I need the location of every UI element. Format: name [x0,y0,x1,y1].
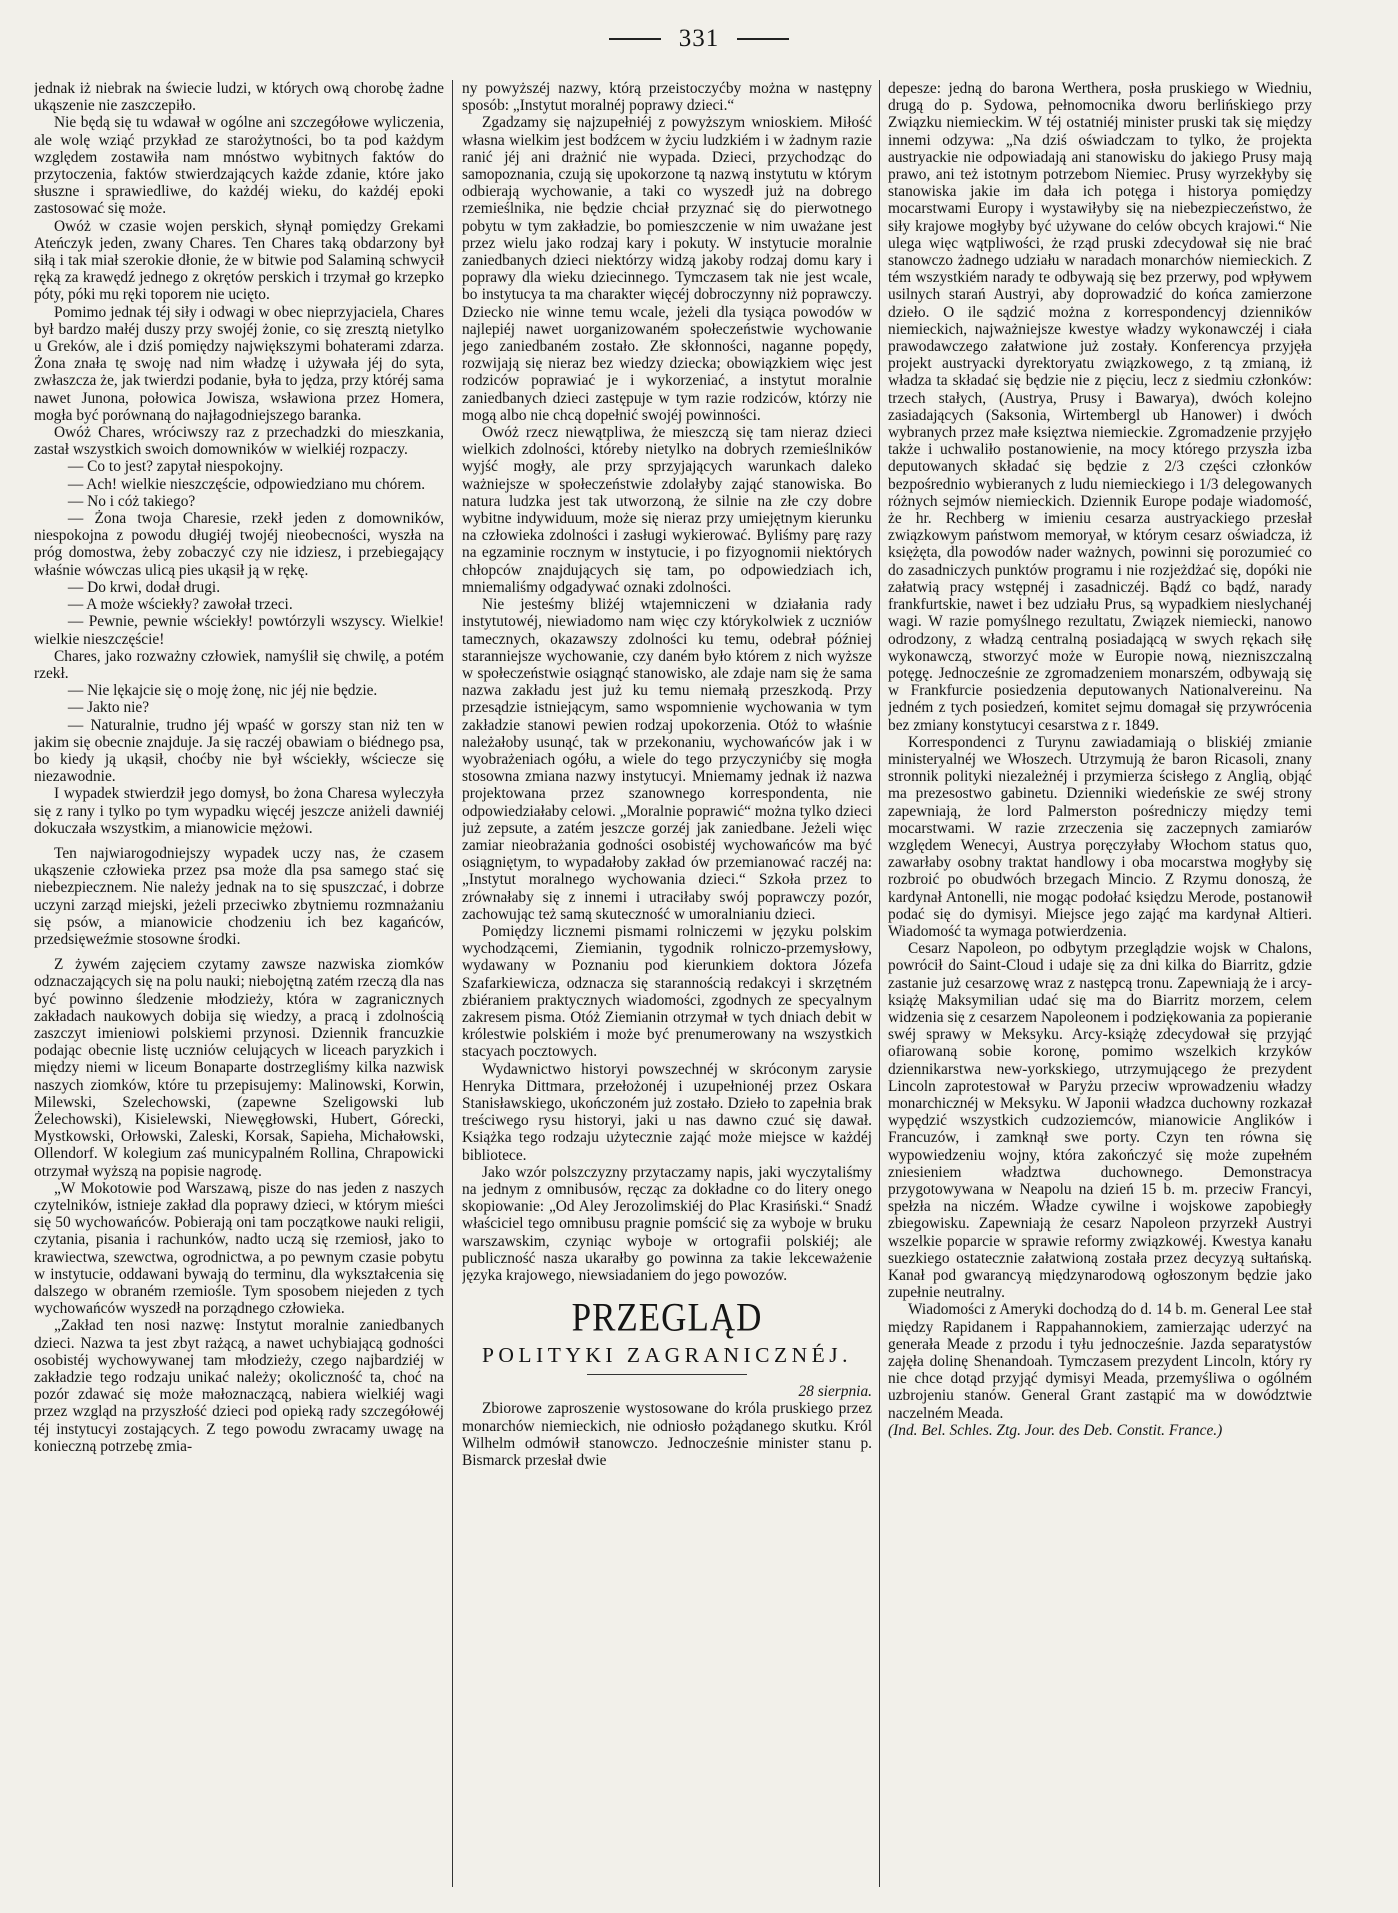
paragraph-gap [34,837,444,845]
dialogue-line: — Naturalnie, trudno jéj wpaść w gorszy stan niż ten w jakim się obecnie znajduje. Ja się raczéj obawiam o biédnego psa, bo kiedy ją ukąsił, choćby nie był wściekły, wściecze się niezawodnie. [34,716,444,786]
column-divider-left [452,80,453,1887]
paragraph: Owóż rzecz niewątpliwa, że mieszczą się tam nieraz dzieci wielkich zdolności, któreby nietylko na dobrych rzemieślników wyjść mogły, ale przy sprzyjających warunkach daleko ważniejsze w społeczeństwie zdolałyby zająć stanowiska. Bo natura ludzka jest tak utworzoną, że silnie na złe czy dobre wybitne indywiduum, może się nieraz przy umiejętnym kierunku na człowieka zdolności i zasługi wykierować. Byliśmy parę razy na egzaminie rocznym w instytucie, i po fizyognomii niektórych chłopców znajdujących się tam, po odpowiedziach ich, mniemaliśmy odgadywać oznaki zdolności. [462,424,872,596]
paragraph: Jako wzór polszczyzny przytaczamy napis, jaki wyczytaliśmy na jednym z omnibusów, ręcząc za dokładne co do litery onego skopiowanie: „Od Aley Jerozolimskiéj do Plac Krasiński.“ Snadź właściciel tego omnibusu pragnie pomścić się za wyboje w bruku warszawskim, czyniąc wyboje w ortografii polskiéj; ale publiczność nasza ukarałby go powinna za takie lekceważenie języka krajowego, niewsiadaniem do jego powozów. [462,1163,872,1285]
dialogue-line: — Do krwi, dodał drugi. [67,578,221,596]
paragraph: „W Mokotowie pod Warszawą, pisze do nas jeden z naszych czytelników, istnieje zakład dla poprawy dzieci, w którym mieści się 50 wychowańców. Pobierają oni tam początkowe nauki religii, czytania, pisania i rachunków, nadto uczą się rzemiosł, jako to krawiectwa, szewctwa, ogrodnictwa, a po pewnym czasie pobytu w instytucie, oddawani bywają do terminu, dla wykształcenia się dalszego w obraném rzemiośle. Tym sposobem niejeden z tych wychowańców wyszedł na porządnego człowieka. [34,1179,444,1318]
page-header [0,22,1398,56]
section-heading [462,1295,872,1375]
paragraph: Nie będą się tu wdawał w ogólne ani szczegółowe wyliczenia, ale wolę wziąć przykład ze starożytności, bo ta pod każdym względem zostawiła nam mnóstwo wybitnych faktów do przytoczenia, faktów stwierdzających każde zdanie, które jako słuszne i sprawiedliwe, do każdéj wieku, do każdéj epoki zastosować się może. [34,114,444,218]
paragraph: Pomiędzy licznemi pismami rolniczemi w języku polskim wychodzącemi, Ziemianin, tygodnik rolniczo-przemysłowy, wydawany w Poznaniu pod kierunkiem doktora Józefa Szafarkiewicza, odznacza się starannością redakcyi i skrzętném zbiéraniem praktycznych wiadomości, zgodnych ze specyalnym zakresem pisma. Otóż Ziemianin otrzymał w tych dniach debit w królestwie polskiém i może być prenumerowany na wszystkich stacyach pocztowych. [462,922,872,1061]
section-heading-title: PRZEGLĄD [571,1295,763,1341]
paragraph: Korrespondenci z Turynu zawiadamiają o bliskiéj zmianie ministeryalnéj we Włoszech. Utrzymują że baron Ricasoli, znany stronnik polityki niezależnéj i przymierza ścisłego z Anglią, objąć ma prezesostwo gabinetu. Dzienniki wiedeńskie ze swéj strony zapewniają, że lord Palmerston pośredniczy między temi mocarstwami. W razie zrzeczenia się zaczepnych zamiarów względem Wenecyi, Austrya poręczyłaby Włochom status quo, zawarłaby osobny traktat handlowy i oba mocarstwa mogłyby się rozbroić po obudwóch brzegach Mincio. Z Rzymu donoszą, że kardynał Antonelli, nie mogąc podołać księdzu Merode, postanowił podać się do dymisyi. Miejsce jego zająć ma kardynał Altieri. Wiadomość ta wymaga potwierdzenia. [888,733,1312,940]
column-3 [888,80,1312,1887]
dialogue-line: — Ach! wielkie nieszczęście, odpowiedziano mu chórem. [67,475,426,493]
paragraph: I wypadek stwierdził jego domysł, bo żona Charesa wyleczyła się z rany i tylko po tym wypadku więcéj jeszcze aniżeli dawniéj dokuczała wszystkim, a mianowicie mężowi. [34,785,444,837]
heading-rule [587,1374,747,1375]
paragraph: Owóż Chares, wróciwszy raz z przechadzki do mieszkania, zastał wszystkich swoich domowników w wielkiéj rozpaczy. [34,424,444,459]
column-divider-right [879,80,880,1887]
paragraph: Pomimo jednak téj siły i odwagi w obec nieprzyjaciela, Chares był bardzo małéj duszy przy swojéj żonie, co się zresztą nietylko u Greków, ale i dziś pomiędzy największymi bohaterami zdarza. Żona znała tę swoję nad nim władzę i używała jéj do syta, zwłaszcza że, jak twierdzi podanie, była to jędza, przy któréj sama nawet Junona, połowica Jowisza, wsławiona przez Homera, mogła być porównaną do najłagodniejszego baranka. [34,303,444,424]
sources-line: (Ind. Bel. Schles. Ztg. Jour. des Deb. Constit. France.) [888,1421,1223,1439]
paragraph: Zbiorowe zaproszenie wystosowane do króla pruskiego przez monarchów niemieckich, nie odniosło pożądanego skutku. Król Wilhelm odmówił stanowczo. Jednocześnie minister stanu p. Bismarck przesłał dwie [462,1400,872,1470]
dateline: 28 sierpnia. [798,1383,872,1401]
header-rule-left [609,38,661,40]
paragraph: Wiadomości z Ameryki dochodzą do d. 14 b. m. General Lee stał między Rapidanem i Rappahannokiem, zamierzając uderzyć na generała Meade z przodu i tyłu jednocześnie. Jazda separatystów zajęła dolinę Shenandoah. Tymczasem prezydent Lincoln, który ry nie chce dotąd przyjąć dymisyi Meada, przemyśliwa o ogólném uzbrojeniu stanów. General Grant zastąpić ma w dowództwie naczelném Meada. [888,1301,1312,1422]
paragraph: Owóż w czasie wojen perskich, słynął pomiędzy Grekami Ateńczyk jeden, zwany Chares. Ten Chares taką obdarzony był siłą i tak miał szerokie dłonie, że w bitwie pod Salaminą schwycił ręką za krawędź jednego z okrętów perskich i trzymał go krzepko póty, póki mu ręki toporem nie ucięto. [34,217,444,304]
paragraph: Z żywém zajęciem czytamy zawsze nazwiska ziomków odznaczających się na polu nauki; niebojętną zatém rzeczą dla nas być powinno śledzenie młodzieży, która w zagranicznych zakładach naukowych dobija się wiedzy, a pracą i zdolnością zaszczyt imieniowi polskiemi przynosi. Dziennik francuzkie podając obecnie listę uczniów celujących w liceach paryzkich i między niemi w liceum Bonaparte dostrzegliśmy kilka nazwisk naszych ziomków, które tu przepisujemy: Malinowski, Korwin, Milewski, Szelechowski, (zapewne Szeligowski lub Żelechowski), Kisielewski, Niewęgłowski, Hubert, Górecki, Mystkowski, Orłowski, Zaleski, Korsak, Sapieha, Michałowski, Ollendorf. W kolegium zaś municypalném Rollina, Chrapowicki otrzymał wyższą na popisie nagrodę. [34,956,444,1180]
paragraph: Zgadzamy się najzupełniéj z powyższym wnioskiem. Miłość własna wielkim jest bodźcem w życiu ludzkiém i w żadnym razie ranić jéj ani drażnić nie wypada. Dzieci, przychodząc do samopoznania, czują się upokorzone tą nazwą instytutu w którym odbierają wychowanie, a taki co wyszedł już na dobrego rzemieślnika, nie będzie chciał przyznać się do pierwotnego pobytu w tym zakładzie, bo pomieszczenie w nim uważane jest przez wielu jako rodzaj kary i pokuty. W instytucie moralnie zaniedbanych dzieci niektórzy widzą jakoby rodzaj domu kary i poprawy dla wieku dziecinnego. Tymczasem tak nie jest wcale, bo instytucya ta ma charakter więcéj dobroczynny niż poprawczy. Dziecko nie winne temu wcale, jeżeli dla tysiąca powodów w najlepiéj nawet uorganizowaném społeczeństwie wychowanie jego zaniedbaném zostało. Złe skłonności, naganne popędy, rozwijają się nieraz bez wiedzy dziecka; obowiązkiem więc jest rodziców poprawiać je i wykorzeniać, a instytut moralnie zaniedbanych dzieci zastępuje w tym razie rodziców, którzy nie mogą albo nie chcą dopełnić swojéj powinności. [462,114,872,424]
paragraph-gap [34,948,444,956]
paragraph: Chares, jako rozważny człowiek, namyślił się chwilę, a potém rzekł. [34,647,444,682]
paragraph: jednak iż niebrak na świecie ludzi, w których ową chorobę żadne ukąszenie nie zaszczepiło. [34,80,444,115]
paragraph: Cesarz Napoleon, po odbytym przeglądzie wojsk w Chalons, powrócił do Saint-Cloud i udaje się za dni kilka do Biarritz, gdzie zastanie już cesarzowę wraz z następcą tronu. Zapewniają że i arcy-książę Maksymilian udać się ma do Biarritz morzem, celem widzenia się z cesarzem Napoleonem i podziękowania za popieranie swéj sprawy w Meksyku. Arcy-książę zdecydował się przyjąć ofiarowaną sobie koronę, pomimo wszelkich krzyków dziennikarstwa new-yorkskiego, utrzymującego że prezydent Lincoln zaprotestował w Paryżu przeciw wprowadzeniu władzy monarchicznéj w Meksyku. W Japonii władzca duchowny rozkazał wypędzić wszystkich cudzoziemców, mianowicie Anglików i Francuzów, i zamknął swe porty. Czyn ten równa się wypowiedzeniu wojny, która zakończyć się może zupełném zniesieniem władztwa duchownego. Demonstracya przygotowywana w Neapolu na dzień 15 b. m. przeciw Francyi, spełzła na niczém. Władze cywilne i wojskowe zapobiegły zbiegowisku. Zapewniają że cesarz Napoleon przyrzekł Austryi wszelkie poparcie w sprawie reformy związkowéj. Kwestya kanału suezkiego ostatecznie załatwioną została przez decyzyą sułtańską. Kanał pod gwarancyą międzynarodową ogłoszonym będzie jako zupełnie neutralny. [888,940,1312,1302]
dialogue-line: — A może wściekły? zawołał trzeci. [67,596,293,614]
paragraph: ny powyższéj nazwy, którą przeistoczyćby można w następny sposób: „Instytut moralnéj poprawy dzieci.“ [462,80,872,115]
dialogue-line: — Jakto nie? [67,699,150,717]
paragraph: depesze: jedną do barona Werthera, posła pruskiego w Wiedniu, drugą do p. Sydowa, pełnomocnika dworu berlińskiego przy Związku niemieckim. W téj ostatniéj minister pruski tak się między innemi odzywa: „Na dziś oświadczam to tylko, że projekta austryackie nie odpowiadają ani stanowisku do jakiego Prusy mają prawo, ani też istotnym potrzebom Niemiec. Prusy wyrzekłyby się stanowiska jakie im dała ich potęga i historya pomiędzy mocarstwami Europy i wystawiłyby się na niebezpieczeństwo, że siły krajowe mogłyby być używane do celów obcych krajowi.“ Nie ulega więc wątpliwości, że rząd pruski zdecydował się nie brać stanowczo żadnego udziału w naradach monarchów niemieckich. Z tém wszystkiém narady te odbywają się bez przerwy, pod wpływem usilnych starań Austryi, aby doprowadzić do końca zamierzone dzieło. O ile sądzić można z korrespondencyj dzienników niemieckich, najważniejsze kwestye władzy wykonawczéj i ciała prawodawczego załatwione już zostały. Konferencya przyjęła projekt austryacki dyrektoryatu związkowego, z tą zmianą, iż władza ta składać się będzie nie z pięciu, lecz z siedmiu członków: trzech stałych, (Austrya, Prusy i Bawarya), dwóch kolejno zasiadających (Saksonia, Wirtembergl ub Hanower) i dwóch wybranych przez małe księztwa niemieckie. Zgromadzenie przyjęło także i uchwaliło postanowienie, na mocy którego przyszła izba deputowanych składać się będzie z 2/3 części członków bezpośrednio wybieranych z ludu niemieckiego i 1/3 delegowanych różnych sejmów niemieckich. Dziennik Europe podaje wiadomość, że hr. Rechberg w imieniu cesarza austryackiego przesłał związkowym państwom memoryał, w którym cesarz oświadcza, iż księżęta, dla powodów nader ważnych, powinni się porozumieć co do zasadniczych punktów programu i nie rozjeżdżać się, dopóki nie załatwią pracy wstępnéj i zasadniczéj. Bądź co bądź, narady frankfurtskie, nawet i bez udziału Prus, są wypadkiem nieslychanéj wagi. W razie pomyślnego rezultatu, Związek niemiecki, nanowo odrodzony, z władzą centralną posiadającą w swych rękach siłę wykonawczą, stworzyć może w Europie nową, niezniszczalną potęgę. Jednocześnie ze zgromadzeniem monarszém, odbywają się w Frankfurcie posiedzenia deputowanych Nationalvereinu. Na jedném z tych posiedzeń, komitet sejmu domagał się przywrócenia bez zmiany konstytucyi cesarstwa z r. 1849. [888,80,1312,734]
header-rule-right [737,38,789,40]
section-heading-subtitle: POLITYKI ZAGRANICZNÉJ. [481,1343,853,1368]
paragraph: Wydawnictwo historyi powszechnéj w skróconym zarysie Henryka Dittmara, przełożonéj i uzupełnionéj przez Oskara Stanisławskiego, ukończoném już zostało. Dzieło to zapełnia brak treściwego rysu historyi, jaki u nas dawno czuć się dawał. Książka tego rodzaju użytecznie zająć może miejsce w każdéj bibliotece. [462,1060,872,1164]
paragraph: Nie jesteśmy bliżéj wtajemniczeni w działania rady instytutowéj, niewiadomo nam więc czy którykolwiek z uczniów tamecznych, okazawszy zdolności ku temu, odebrał później staranniejsze wychowanie, czy daném było którem z nich wyższe w społeczeństwie osiągnąć stanowisko, ale zdaje nam się że sama nazwa zakładu jest już ku temu niemałą przeszkodą. Przy przesądzie istniejącym, samo wspomnienie wychowania w tym zakładzie stanowi pewien rodzaj upokorzenia. Otóż to właśnie należałoby usunąć, tak w przekonaniu, wychowańców jak i w wyobrażeniach ogółu, a wiele do tego przyczynićby się mogła stosowna zmiana nazwy instytucyi. Mniemamy jednak iż nazwa projektowana przez szanownego korrespondenta, nie odpowiedziałaby celowi. „Moralnie poprawić“ można tylko dzieci już zepsute, a zatém jeszcze gorzéj jak zaniedbane. Jeżeli więc zamiar nieobrażania godności osobistéj wychowańców ma być osiągniętym, to wypadałoby zakład ów przemianować raczéj na: „Instytut moralnego wychowania dzieci.“ Szkoła przez to zrównałaby się z innemi i utraciłaby swój poprawczy pozór, zachowując też samą skuteczność w umoralnianiu dzieci. [462,596,872,923]
dialogue-line: — No i cóż takiego? [67,492,196,510]
dialogue-line: — Co to jest? zapytał niespokojny. [67,458,284,476]
column-2 [462,80,872,1887]
dialogue-line: — Nie lękajcie się o moję żonę, nic jéj nie będzie. [67,682,378,700]
paragraph: Ten najwiarogodniejszy wypadek uczy nas, że czasem ukąszenie człowieka przez psa może dla psa samego stać się niebezpiecznem. Nie należy jednak na to się spuszczać, i dobrze uczyni zarząd miejski, jeżeli przeciwko zbytniemu rozmnażaniu się psów, a mianowicie chodzeniu ich bez kagańców, przedsięweźmie stosowne środki. [34,844,444,948]
dialogue-line: — Żona twoja Charesie, rzekł jeden z domowników, niespokojna z powodu długiéj twojéj nieobecności, wyszła na próg domostwa, żeby zobaczyć czy nie idziesz, i przebiegający właśnie wówczas ulicą pies ukąsił ją w rękę. [34,510,444,579]
dialogue-line: — Pewnie, pewnie wściekły! powtórzyli wszyscy. Wielkie! wielkie nieszczęście! [34,613,444,648]
column-1 [34,80,444,1887]
page-number: 331 [678,25,720,52]
paragraph: „Zakład ten nosi nazwę: Instytut moralnie zaniedbanych dzieci. Nazwa ta jest zbyt rażącą, a nawet uchybiającą godności osobistéj wychowywanej tam młodzieży, czego najbardziéj w zakładzie tego rodzaju unikać należy; okoliczność ta, choć na pozór zdawać się może małoznaczącą, nabiera wielkiéj wagi przez wzgląd na przyszłość dzieci pod opieką rady szczegółowéj téj instytucyi zostających. Z tego powodu zwracamy uwagę na konieczną potrzebę zmia- [34,1317,444,1455]
